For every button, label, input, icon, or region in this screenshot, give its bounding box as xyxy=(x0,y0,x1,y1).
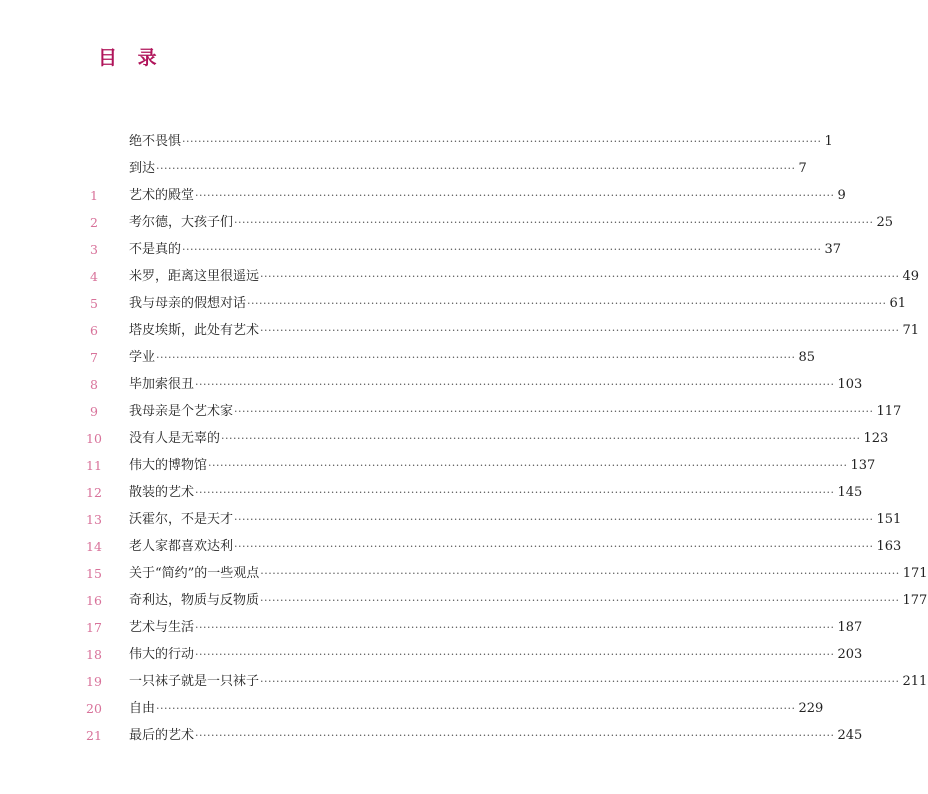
toc-row[interactable] xyxy=(0,641,863,668)
dotted-leader: ································································································································································ xyxy=(182,243,822,256)
dotted-leader: ································································································································································ xyxy=(260,594,900,607)
toc-entry xyxy=(129,128,833,155)
toc-entry xyxy=(129,425,889,452)
dotted-leader: ································································································································································ xyxy=(234,405,874,418)
page-number: 117 xyxy=(876,404,902,419)
dotted-leader: ································································································································································ xyxy=(234,513,874,526)
dotted-leader: ································································································································································ xyxy=(208,459,848,472)
toc-entry xyxy=(129,290,907,317)
toc-entry xyxy=(129,479,863,506)
chapter-number: 1 xyxy=(90,188,98,203)
toc-entry xyxy=(129,641,863,668)
dotted-leader: ································································································································································ xyxy=(195,378,835,391)
page-number: 61 xyxy=(889,296,907,311)
toc-entry xyxy=(129,371,863,398)
dotted-leader: ································································································································································ xyxy=(234,216,874,229)
dotted-leader: ································································································································································ xyxy=(247,297,887,310)
toc-row[interactable] xyxy=(0,317,920,344)
page-number: 145 xyxy=(837,485,863,500)
chapter-number: 13 xyxy=(86,512,102,527)
chapter-number: 6 xyxy=(90,323,98,338)
toc-entry xyxy=(129,695,824,722)
toc-row[interactable] xyxy=(0,182,846,209)
chapter-title: 我母亲是个艺术家 xyxy=(129,404,234,419)
chapter-title: 奇利达，物质与反物质 xyxy=(129,593,260,608)
chapter-title: 学业 xyxy=(129,350,156,365)
dotted-leader: ································································································································································ xyxy=(195,648,835,661)
chapter-title: 艺术与生活 xyxy=(129,620,195,635)
dotted-leader: ································································································································································ xyxy=(221,432,861,445)
chapter-number: 4 xyxy=(90,269,98,284)
page-number: 151 xyxy=(876,512,902,527)
chapter-title: 塔皮埃斯，此处有艺术 xyxy=(129,323,260,338)
toc-row[interactable] xyxy=(0,371,863,398)
toc-row[interactable] xyxy=(0,452,876,479)
page-number: 85 xyxy=(798,350,816,365)
dotted-leader: ································································································································································ xyxy=(260,270,900,283)
chapter-title: 伟大的行动 xyxy=(129,647,195,662)
page-number: 211 xyxy=(902,674,928,689)
page-number: 171 xyxy=(902,566,928,581)
toc-row[interactable] xyxy=(0,668,928,695)
toc-title: 目 录 xyxy=(98,47,164,69)
dotted-leader: ································································································································································ xyxy=(234,540,874,553)
page-number: 245 xyxy=(837,728,863,743)
dotted-leader: ································································································································································ xyxy=(182,135,822,148)
chapter-number: 15 xyxy=(86,566,102,581)
toc-row[interactable] xyxy=(0,506,902,533)
toc-entry xyxy=(129,452,876,479)
dotted-leader: ································································································································································ xyxy=(156,162,796,175)
toc-row[interactable] xyxy=(0,533,902,560)
toc-row[interactable] xyxy=(0,398,902,425)
toc-row[interactable] xyxy=(0,344,816,371)
chapter-number: 20 xyxy=(86,701,102,716)
chapter-title: 沃霍尔，不是天才 xyxy=(129,512,234,527)
chapter-number: 19 xyxy=(86,674,102,689)
toc-row[interactable] xyxy=(0,587,928,614)
chapter-number: 9 xyxy=(90,404,98,419)
page-number: 49 xyxy=(902,269,920,284)
toc-row[interactable] xyxy=(0,290,907,317)
chapter-title: 没有人是无辜的 xyxy=(129,431,221,446)
toc-entry xyxy=(129,560,928,587)
chapter-title: 自由 xyxy=(129,701,156,716)
dotted-leader: ································································································································································ xyxy=(260,324,900,337)
chapter-title: 毕加索很丑 xyxy=(129,377,195,392)
toc-row[interactable] xyxy=(0,425,889,452)
toc-row[interactable] xyxy=(0,236,842,263)
page-number: 1 xyxy=(824,134,833,149)
chapter-title: 关于“简约”的一些观点 xyxy=(129,566,260,581)
toc-entry xyxy=(129,317,920,344)
chapter-title: 一只袜子就是一只袜子 xyxy=(129,674,260,689)
toc-list xyxy=(0,128,928,749)
toc-entry xyxy=(129,398,902,425)
chapter-number: 10 xyxy=(86,431,102,446)
chapter-title: 伟大的博物馆 xyxy=(129,458,208,473)
page-number: 137 xyxy=(850,458,876,473)
page-number: 9 xyxy=(837,188,846,203)
toc-row[interactable] xyxy=(0,479,863,506)
chapter-title: 考尔德，大孩子们 xyxy=(129,215,234,230)
toc-entry xyxy=(129,668,928,695)
chapter-title: 艺术的殿堂 xyxy=(129,188,195,203)
page-number: 229 xyxy=(798,701,824,716)
chapter-title: 散装的艺术 xyxy=(129,485,195,500)
page-number: 103 xyxy=(837,377,863,392)
toc-entry xyxy=(129,722,863,749)
chapter-title: 最后的艺术 xyxy=(129,728,195,743)
dotted-leader: ································································································································································ xyxy=(195,621,835,634)
dotted-leader: ································································································································································ xyxy=(260,675,900,688)
chapter-title: 到达 xyxy=(129,161,156,176)
page-number: 37 xyxy=(824,242,842,257)
toc-row[interactable] xyxy=(0,128,833,155)
chapter-number: 17 xyxy=(86,620,102,635)
chapter-number: 11 xyxy=(86,458,102,473)
chapter-number: 8 xyxy=(90,377,98,392)
toc-entry xyxy=(129,506,902,533)
chapter-number: 7 xyxy=(90,350,98,365)
page-number: 203 xyxy=(837,647,863,662)
chapter-number: 12 xyxy=(86,485,102,500)
chapter-title: 绝不畏惧 xyxy=(129,134,182,149)
chapter-title: 我与母亲的假想对话 xyxy=(129,296,247,311)
toc-entry xyxy=(129,587,928,614)
page-number: 187 xyxy=(837,620,863,635)
page-number: 25 xyxy=(876,215,894,230)
chapter-number: 21 xyxy=(86,728,102,743)
toc-entry xyxy=(129,236,842,263)
dotted-leader: ································································································································································ xyxy=(260,567,900,580)
page-number: 71 xyxy=(902,323,920,338)
chapter-title: 不是真的 xyxy=(129,242,182,257)
toc-row[interactable] xyxy=(0,560,928,587)
toc-row[interactable] xyxy=(0,209,894,236)
chapter-number: 18 xyxy=(86,647,102,662)
dotted-leader: ································································································································································ xyxy=(195,486,835,499)
toc-row[interactable] xyxy=(0,155,807,182)
toc-entry xyxy=(129,344,816,371)
chapter-number: 2 xyxy=(90,215,98,230)
toc-entry xyxy=(129,533,902,560)
page-number: 177 xyxy=(902,593,928,608)
chapter-number: 16 xyxy=(86,593,102,608)
chapter-number: 3 xyxy=(90,242,98,257)
toc-entry xyxy=(129,209,894,236)
page-number: 7 xyxy=(798,161,807,176)
toc-entry xyxy=(129,614,863,641)
toc-entry xyxy=(129,182,846,209)
toc-row[interactable] xyxy=(0,695,824,722)
toc-entry xyxy=(129,155,807,182)
page-number: 163 xyxy=(876,539,902,554)
chapter-title: 米罗，距离这里很遥远 xyxy=(129,269,260,284)
dotted-leader: ································································································································································ xyxy=(195,729,835,742)
toc-entry xyxy=(129,263,920,290)
toc-row[interactable] xyxy=(0,263,920,290)
page-number: 123 xyxy=(863,431,889,446)
toc-row[interactable] xyxy=(0,614,863,641)
dotted-leader: ································································································································································ xyxy=(156,351,796,364)
chapter-number: 5 xyxy=(90,296,98,311)
chapter-title: 老人家都喜欢达利 xyxy=(129,539,234,554)
dotted-leader: ································································································································································ xyxy=(195,189,835,202)
dotted-leader: ································································································································································ xyxy=(156,702,796,715)
chapter-number: 14 xyxy=(86,539,102,554)
toc-row[interactable] xyxy=(0,722,863,749)
